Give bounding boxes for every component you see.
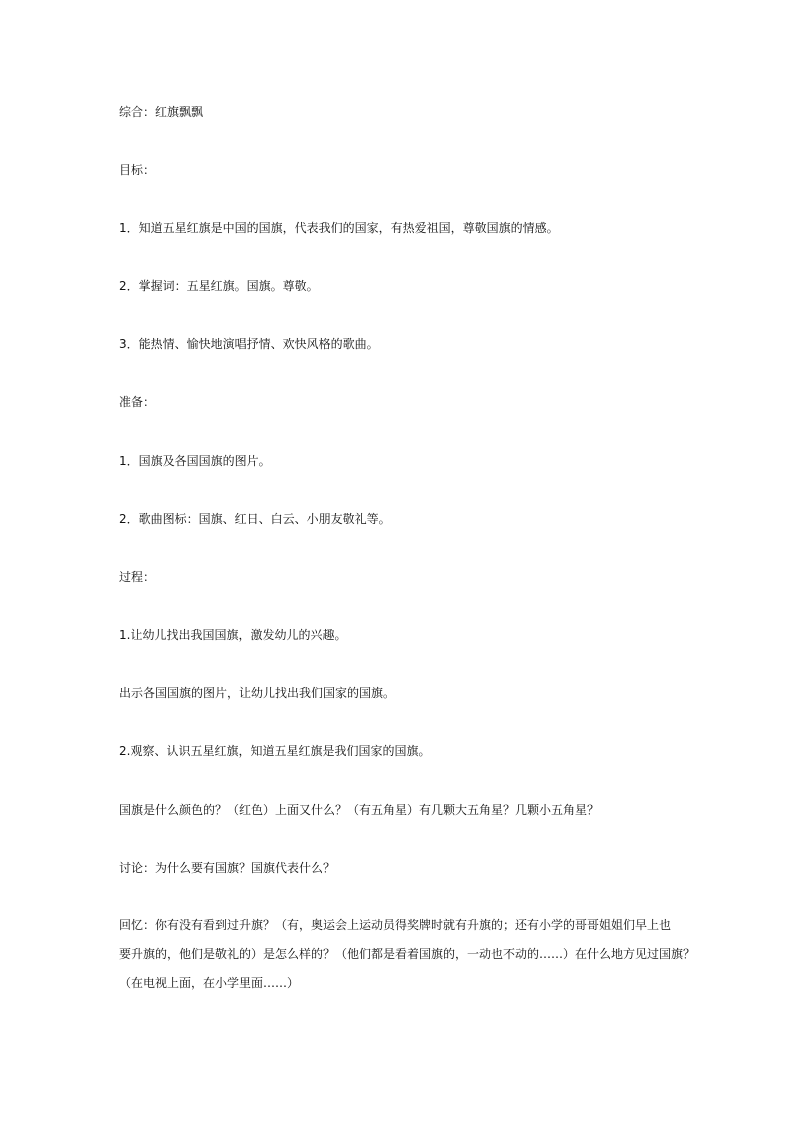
goal-item: 3．能热情、愉快地演唱抒情、欢快风格的歌曲。: [119, 337, 379, 351]
recall-paragraph: [119, 911, 696, 998]
goal-item: 2．掌握词：五星红旗。国旗。尊敬。: [119, 279, 319, 293]
process-item: 出示各国国旗的图片，让幼儿找出我们国家的国旗。: [119, 686, 396, 700]
prep-heading: 准备：: [119, 395, 156, 409]
process-item: 1.让幼儿找出我国国旗，激发幼儿的兴趣。: [119, 628, 347, 642]
process-heading: 过程：: [119, 570, 156, 584]
process-item: 国旗是什么颜色的？（红色）上面又什么？（有五角星）有几颗大五角星？几颗小五角星？: [119, 803, 600, 817]
prep-item: 2．歌曲图标：国旗、红日、白云、小朋友敬礼等。: [119, 512, 391, 526]
process-item: 讨论：为什么要有国旗？国旗代表什么？: [119, 861, 336, 875]
recall-line: 要升旗的，他们是敬礼的）是怎么样的？（他们都是看着国旗的，一动也不动的……）在什么地方见过国旗？: [119, 947, 696, 961]
goals-heading: 目标：: [119, 163, 156, 177]
goal-item: 1．知道五星红旗是中国的国旗，代表我们的国家，有热爱祖国，尊敬国旗的情感。: [119, 221, 559, 235]
process-item: 2.观察、认识五星红旗，知道五星红旗是我们国家的国旗。: [119, 744, 431, 758]
document-title: 综合：红旗飘飘: [119, 105, 204, 119]
prep-item: 1．国旗及各国国旗的图片。: [119, 454, 271, 468]
recall-line: （在电视上面，在小学里面……）: [119, 976, 300, 990]
recall-line: 回忆：你有没有看到过升旗？（有，奥运会上运动员得奖牌时就有升旗的；还有小学的哥哥姐姐们早上也: [119, 918, 672, 932]
